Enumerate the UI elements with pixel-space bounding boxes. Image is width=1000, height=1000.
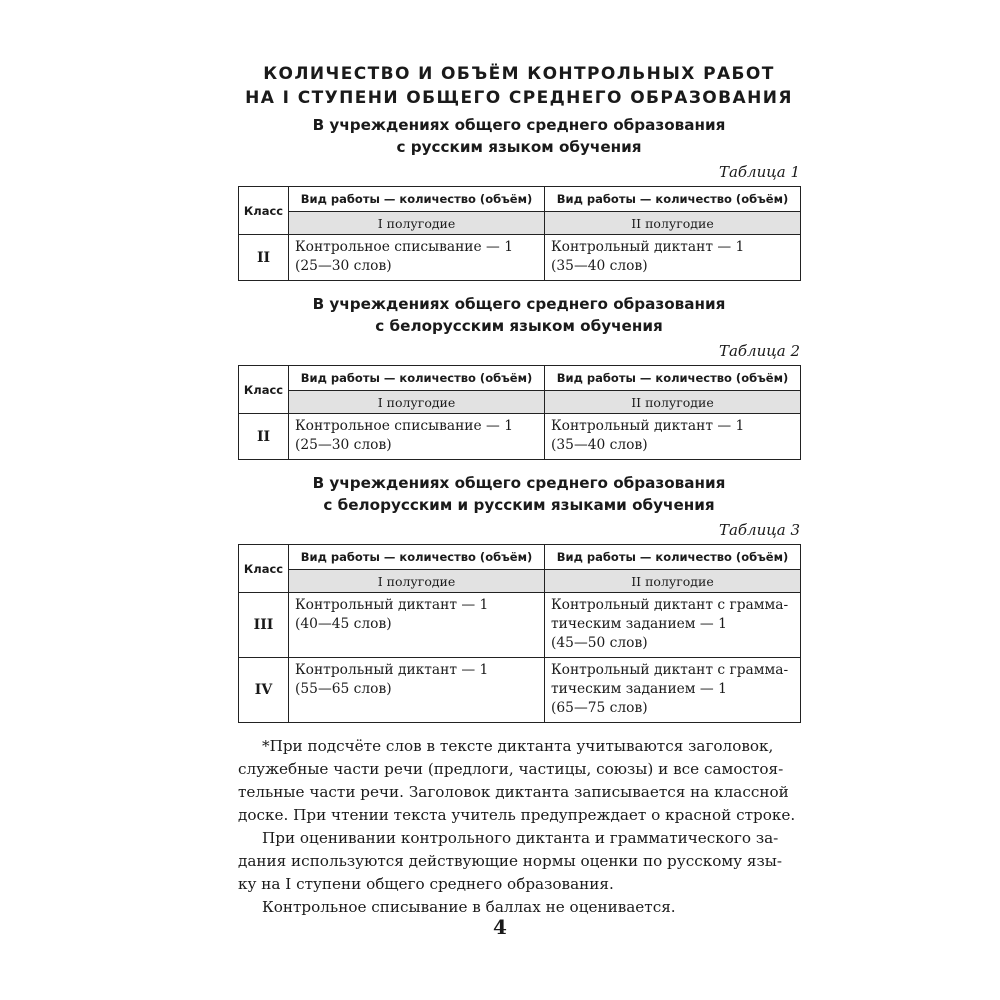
table-label: Таблица 1 bbox=[718, 163, 800, 181]
cell-line: Контрольное списывание — 1 bbox=[295, 418, 514, 434]
main-heading-line-1: КОЛИЧЕСТВО И ОБЪЁМ КОНТРОЛЬНЫХ РАБОТ bbox=[263, 64, 775, 84]
table-row bbox=[239, 658, 801, 723]
cell-line: Контрольный диктант — 1 bbox=[295, 597, 489, 613]
cell-line: тическим заданием — 1 bbox=[551, 681, 727, 697]
subtitle-line-2: с русским языком обучения bbox=[396, 138, 642, 156]
subtitle-line-1: В учреждениях общего среднего образования bbox=[312, 295, 726, 313]
header-col-2: Вид работы — количество (объём) bbox=[545, 545, 801, 570]
table-label: Таблица 3 bbox=[718, 521, 800, 539]
row-cell-2 bbox=[545, 658, 801, 723]
cell-line: (35—40 слов) bbox=[551, 437, 648, 453]
cell-line: (40—45 слов) bbox=[295, 616, 392, 632]
section-subtitle bbox=[238, 293, 800, 337]
row-klass: III bbox=[239, 593, 289, 658]
text-line: дания используются действующие нормы оценки по русскому язы- bbox=[238, 852, 783, 870]
header-sub-1: I полугодие bbox=[289, 391, 545, 414]
note-paragraph-2 bbox=[238, 827, 800, 896]
text-line: *При подсчёте слов в тексте диктанта учитываются заголовок, bbox=[262, 737, 774, 755]
cell-line: Контрольный диктант с грамма- bbox=[551, 662, 789, 678]
row-cell-1 bbox=[289, 235, 545, 281]
section-subtitle bbox=[238, 114, 800, 158]
text-line: доске. При чтении текста учитель предупреждает о красной строке. bbox=[238, 806, 796, 824]
text-line: тельные части речи. Заголовок диктанта записывается на классной bbox=[238, 783, 789, 801]
subtitle-line-1: В учреждениях общего среднего образования bbox=[312, 116, 726, 134]
row-cell-2 bbox=[545, 414, 801, 460]
header-col-2: Вид работы — количество (объём) bbox=[545, 366, 801, 391]
main-heading-line-2: НА I СТУПЕНИ ОБЩЕГО СРЕДНЕГО ОБРАЗОВАНИЯ bbox=[245, 88, 793, 108]
cell-line: (25—30 слов) bbox=[295, 258, 392, 274]
cell-line: (65—75 слов) bbox=[551, 700, 648, 716]
main-heading bbox=[198, 62, 840, 110]
cell-line: (25—30 слов) bbox=[295, 437, 392, 453]
table-1 bbox=[238, 186, 801, 281]
row-cell-1 bbox=[289, 414, 545, 460]
table-row bbox=[239, 593, 801, 658]
row-klass: II bbox=[239, 414, 289, 460]
text-line: При оценивании контрольного диктанта и грамматического за- bbox=[262, 829, 779, 847]
header-klass: Класс bbox=[239, 187, 289, 235]
text-line: Контрольное списывание в баллах не оценивается. bbox=[262, 898, 676, 916]
row-cell-2 bbox=[545, 593, 801, 658]
section-subtitle bbox=[238, 472, 800, 516]
row-klass: II bbox=[239, 235, 289, 281]
notes bbox=[238, 735, 800, 919]
subtitle-line-2: с белорусским и русским языками обучения bbox=[323, 496, 715, 514]
table-row bbox=[239, 235, 801, 281]
section-russian bbox=[238, 114, 800, 281]
row-klass: IV bbox=[239, 658, 289, 723]
cell-line: тическим заданием — 1 bbox=[551, 616, 727, 632]
header-sub-1: I полугодие bbox=[289, 212, 545, 235]
header-klass: Класс bbox=[239, 545, 289, 593]
cell-line: (55—65 слов) bbox=[295, 681, 392, 697]
table-label: Таблица 2 bbox=[718, 342, 800, 360]
text-line: ку на I ступени общего среднего образования. bbox=[238, 875, 614, 893]
header-sub-2: II полугодие bbox=[545, 391, 801, 414]
header-col-1: Вид работы — количество (объём) bbox=[289, 545, 545, 570]
document-page bbox=[238, 62, 800, 919]
table-3 bbox=[238, 544, 801, 723]
cell-line: Контрольный диктант с грамма- bbox=[551, 597, 789, 613]
note-paragraph-1 bbox=[238, 735, 800, 827]
subtitle-line-1: В учреждениях общего среднего образования bbox=[312, 474, 726, 492]
header-col-2: Вид работы — количество (объём) bbox=[545, 187, 801, 212]
cell-line: (45—50 слов) bbox=[551, 635, 648, 651]
table-2 bbox=[238, 365, 801, 460]
cell-line: Контрольный диктант — 1 bbox=[551, 239, 745, 255]
table-row bbox=[239, 414, 801, 460]
cell-line: Контрольное списывание — 1 bbox=[295, 239, 514, 255]
row-cell-2 bbox=[545, 235, 801, 281]
header-col-1: Вид работы — количество (объём) bbox=[289, 366, 545, 391]
subtitle-line-2: с белорусским языком обучения bbox=[375, 317, 663, 335]
section-belarusian bbox=[238, 293, 800, 460]
cell-line: (35—40 слов) bbox=[551, 258, 648, 274]
header-sub-1: I полугодие bbox=[289, 570, 545, 593]
text-line: служебные части речи (предлоги, частицы, союзы) и все самостоя- bbox=[238, 760, 784, 778]
header-klass: Класс bbox=[239, 366, 289, 414]
header-col-1: Вид работы — количество (объём) bbox=[289, 187, 545, 212]
row-cell-1 bbox=[289, 593, 545, 658]
row-cell-1 bbox=[289, 658, 545, 723]
cell-line: Контрольный диктант — 1 bbox=[551, 418, 745, 434]
cell-line: Контрольный диктант — 1 bbox=[295, 662, 489, 678]
header-sub-2: II полугодие bbox=[545, 570, 801, 593]
header-sub-2: II полугодие bbox=[545, 212, 801, 235]
page-number: 4 bbox=[493, 915, 507, 939]
section-bilingual bbox=[238, 472, 800, 723]
